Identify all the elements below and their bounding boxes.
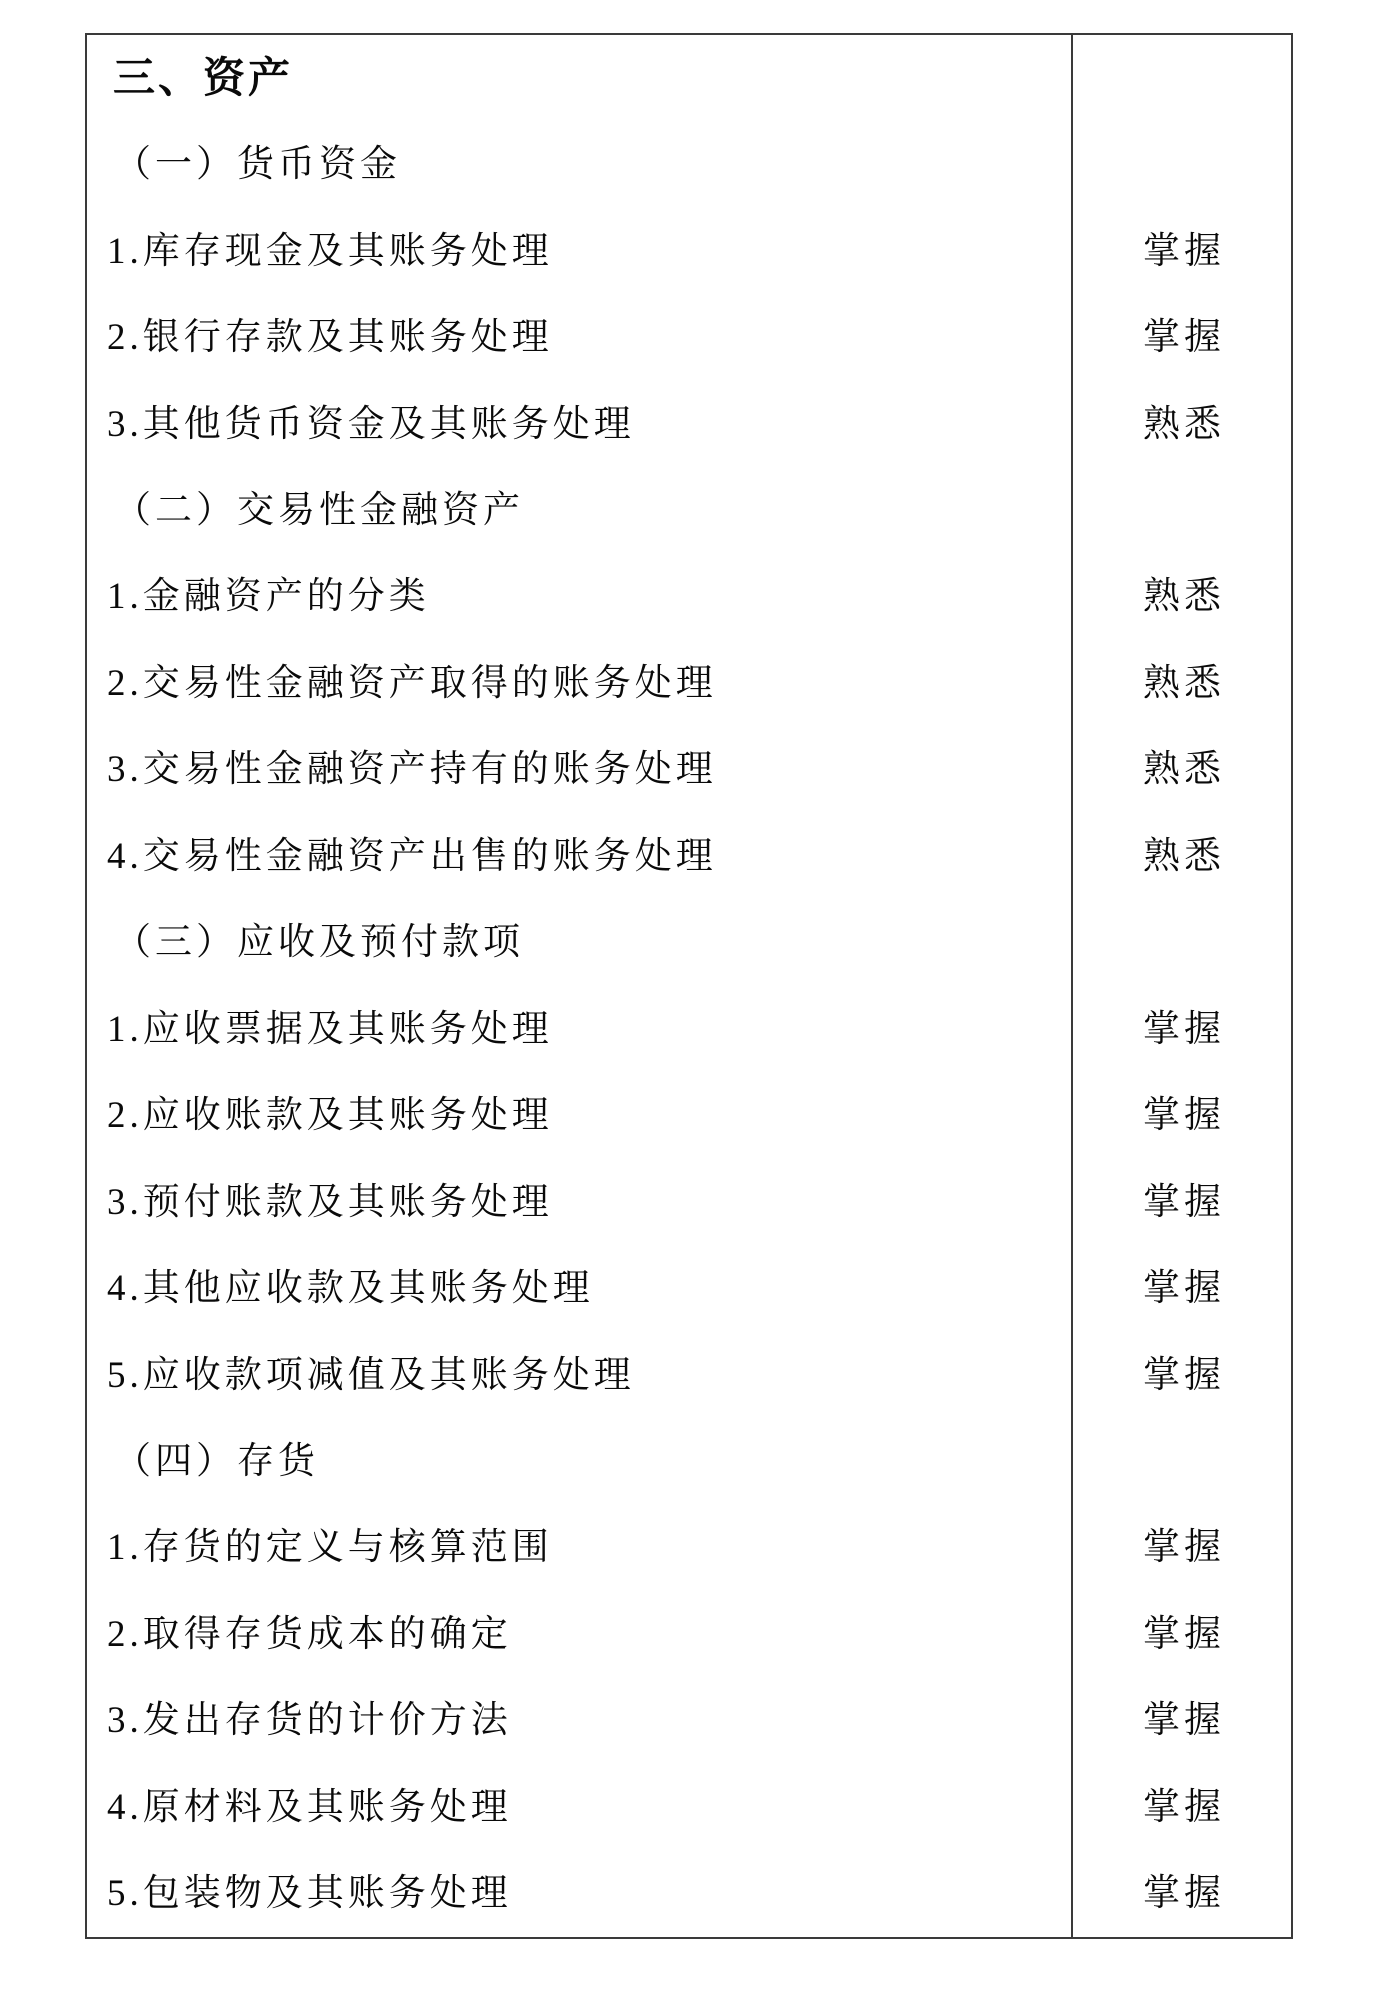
topic-text: （二）交易性金融资产: [114, 489, 524, 531]
mastery-level: 掌握: [1143, 1181, 1225, 1223]
mastery-cell: [1073, 727, 1291, 813]
topic-cell: [87, 467, 1073, 553]
mastery-cell: [1073, 294, 1291, 380]
table-row: [87, 1245, 1291, 1331]
topic-text: 2.交易性金融资产取得的账务处理: [107, 662, 717, 704]
table-row: [87, 467, 1291, 553]
topic-text: 1.应收票据及其账务处理: [107, 1008, 553, 1050]
mastery-level: 掌握: [1143, 1700, 1225, 1742]
mastery-cell: [1073, 1332, 1291, 1418]
table-row: [87, 121, 1291, 207]
topic-text: （四）存货: [114, 1440, 319, 1482]
syllabus-table: [85, 33, 1293, 1939]
mastery-level: 掌握: [1143, 1095, 1225, 1137]
mastery-cell: [1073, 554, 1291, 640]
mastery-cell: [1073, 1591, 1291, 1677]
topic-text: 2.取得存货成本的确定: [107, 1613, 512, 1655]
topic-text: 3.发出存货的计价方法: [107, 1700, 512, 1742]
topic-text: 三、资产: [113, 54, 294, 102]
mastery-cell: [1073, 1764, 1291, 1850]
topic-text: 1.金融资产的分类: [107, 576, 430, 618]
table-row: [87, 640, 1291, 726]
topic-text: 5.应收款项减值及其账务处理: [107, 1354, 635, 1396]
mastery-cell: [1073, 1678, 1291, 1764]
table-row: [87, 1505, 1291, 1591]
mastery-level: 掌握: [1143, 230, 1225, 272]
topic-cell: [87, 121, 1073, 207]
mastery-level: 掌握: [1143, 317, 1225, 359]
table-row: [87, 900, 1291, 986]
mastery-cell: [1073, 467, 1291, 553]
topic-cell: [87, 35, 1073, 121]
topic-cell: [87, 1245, 1073, 1331]
mastery-level: 掌握: [1143, 1613, 1225, 1655]
topic-cell: [87, 1159, 1073, 1245]
mastery-cell: [1073, 381, 1291, 467]
mastery-cell: [1073, 1159, 1291, 1245]
mastery-cell: [1073, 1072, 1291, 1158]
topic-cell: [87, 294, 1073, 380]
table-row: [87, 381, 1291, 467]
topic-cell: [87, 986, 1073, 1072]
topic-cell: [87, 1851, 1073, 1937]
topic-cell: [87, 1764, 1073, 1850]
mastery-cell: [1073, 1245, 1291, 1331]
topic-cell: [87, 1591, 1073, 1677]
mastery-level: 掌握: [1143, 1527, 1225, 1569]
topic-cell: [87, 727, 1073, 813]
topic-text: 1.存货的定义与核算范围: [107, 1527, 553, 1569]
mastery-level: 熟悉: [1143, 835, 1225, 877]
mastery-level: 掌握: [1143, 1873, 1225, 1915]
mastery-cell: [1073, 1418, 1291, 1504]
mastery-cell: [1073, 813, 1291, 899]
topic-text: （一）货币资金: [114, 144, 401, 186]
table-row: [87, 813, 1291, 899]
table-row: [87, 1072, 1291, 1158]
table-row: [87, 1418, 1291, 1504]
mastery-level: 掌握: [1143, 1354, 1225, 1396]
topic-cell: [87, 208, 1073, 294]
topic-text: 2.应收账款及其账务处理: [107, 1095, 553, 1137]
mastery-level: 掌握: [1143, 1008, 1225, 1050]
topic-cell: [87, 1418, 1073, 1504]
mastery-level: 熟悉: [1143, 576, 1225, 618]
topic-text: 5.包装物及其账务处理: [107, 1873, 512, 1915]
mastery-cell: [1073, 208, 1291, 294]
mastery-level: 熟悉: [1143, 662, 1225, 704]
mastery-level: 熟悉: [1143, 749, 1225, 791]
table-row: [87, 1332, 1291, 1418]
topic-text: 4.其他应收款及其账务处理: [107, 1268, 594, 1310]
mastery-cell: [1073, 35, 1291, 121]
table-row: [87, 1159, 1291, 1245]
topic-text: 4.交易性金融资产出售的账务处理: [107, 835, 717, 877]
topic-text: 1.库存现金及其账务处理: [107, 230, 553, 272]
topic-text: 3.交易性金融资产持有的账务处理: [107, 749, 717, 791]
table-row: [87, 208, 1291, 294]
topic-cell: [87, 1678, 1073, 1764]
topic-cell: [87, 813, 1073, 899]
topic-text: （三）应收及预付款项: [114, 922, 524, 964]
table-row: [87, 1591, 1291, 1677]
topic-text: 3.其他货币资金及其账务处理: [107, 403, 635, 445]
table-row: [87, 294, 1291, 380]
mastery-cell: [1073, 1505, 1291, 1591]
table-row: [87, 1678, 1291, 1764]
table-row: [87, 1851, 1291, 1937]
topic-cell: [87, 1332, 1073, 1418]
topic-text: 3.预付账款及其账务处理: [107, 1181, 553, 1223]
topic-cell: [87, 1505, 1073, 1591]
topic-cell: [87, 1072, 1073, 1158]
topic-text: 4.原材料及其账务处理: [107, 1786, 512, 1828]
table-row: [87, 727, 1291, 813]
topic-cell: [87, 381, 1073, 467]
mastery-cell: [1073, 900, 1291, 986]
mastery-level: 掌握: [1143, 1268, 1225, 1310]
table-row: [87, 554, 1291, 640]
topic-cell: [87, 640, 1073, 726]
mastery-level: 熟悉: [1143, 403, 1225, 445]
topic-cell: [87, 554, 1073, 640]
mastery-cell: [1073, 986, 1291, 1072]
topic-cell: [87, 900, 1073, 986]
mastery-cell: [1073, 121, 1291, 207]
mastery-cell: [1073, 640, 1291, 726]
mastery-cell: [1073, 1851, 1291, 1937]
table-row: [87, 35, 1291, 121]
table-row: [87, 1764, 1291, 1850]
table-row: [87, 986, 1291, 1072]
topic-text: 2.银行存款及其账务处理: [107, 317, 553, 359]
mastery-level: 掌握: [1143, 1786, 1225, 1828]
